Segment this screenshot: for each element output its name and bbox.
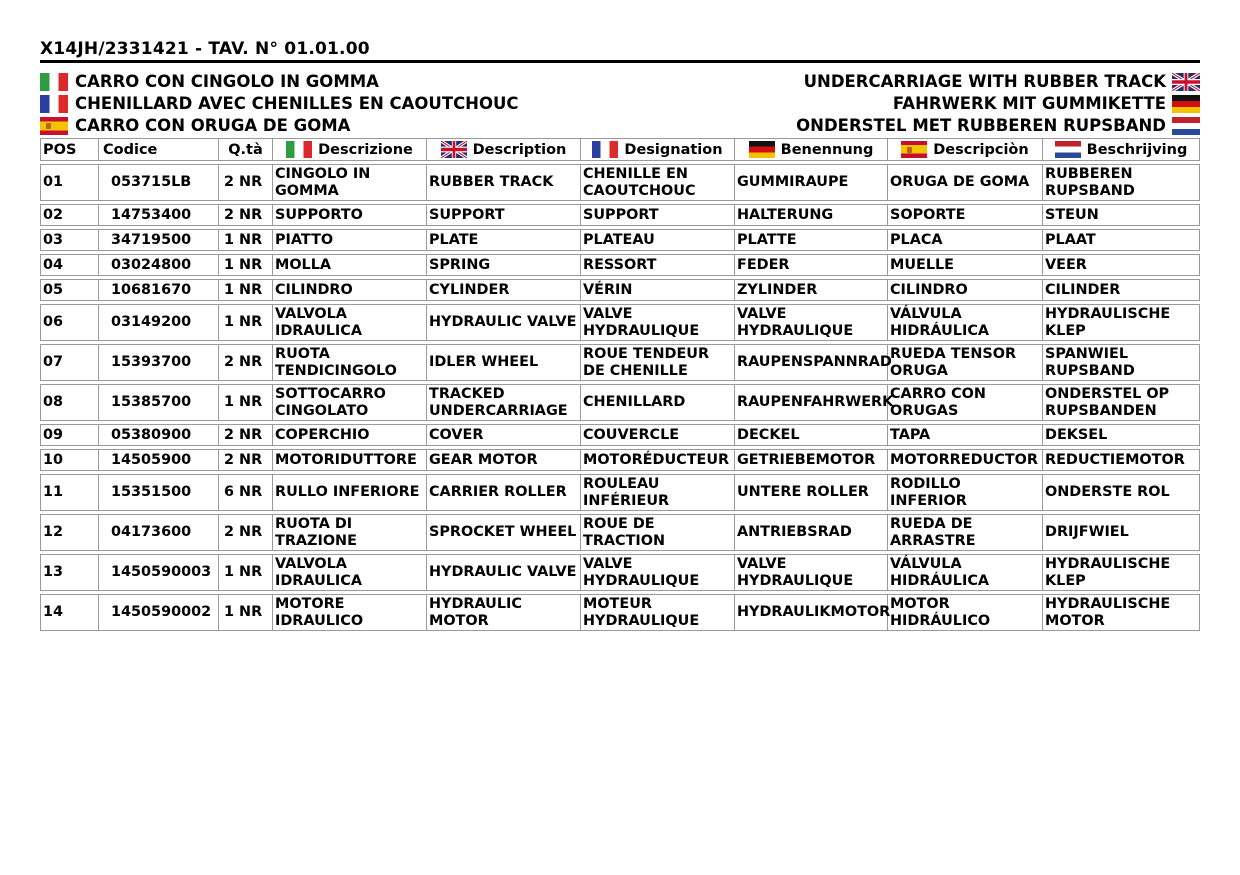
cell-code: 14505900 xyxy=(99,450,219,471)
cell-nl: RUBBEREN RUPSBAND xyxy=(1043,165,1200,201)
cell-qty: 1 NR xyxy=(219,595,273,631)
cell-es: CILINDRO xyxy=(888,280,1043,301)
cell-qty: 2 NR xyxy=(219,205,273,226)
cell-fr: VALVE HYDRAULIQUE xyxy=(581,555,735,591)
cell-nl: DRIJFWIEL xyxy=(1043,515,1200,551)
cell-nl: HYDRAULISCHE KLEP xyxy=(1043,555,1200,591)
col-header-es: Descripciòn xyxy=(888,139,1043,161)
cell-pos: 10 xyxy=(41,450,99,471)
cell-fr: CHENILLE EN CAOUTCHOUC xyxy=(581,165,735,201)
cell-en: SUPPORT xyxy=(427,205,581,226)
cell-de: FEDER xyxy=(735,255,888,276)
col-header-qty: Q.tà xyxy=(219,139,273,161)
cell-nl: STEUN xyxy=(1043,205,1200,226)
cell-fr: VÉRIN xyxy=(581,280,735,301)
cell-qty: 2 NR xyxy=(219,345,273,381)
parts-table xyxy=(40,138,1200,631)
cell-es: MOTORREDUCTOR xyxy=(888,450,1043,471)
table-row xyxy=(41,425,1200,446)
cell-it: PIATTO xyxy=(273,230,427,251)
header-french xyxy=(40,93,519,114)
cell-qty: 1 NR xyxy=(219,230,273,251)
col-header-nl: Beschrijving xyxy=(1043,139,1200,161)
cell-nl: SPANWIEL RUPSBAND xyxy=(1043,345,1200,381)
header-spanish xyxy=(40,115,350,136)
cell-pos: 08 xyxy=(41,385,99,421)
cell-en: RUBBER TRACK xyxy=(427,165,581,201)
cell-qty: 2 NR xyxy=(219,515,273,551)
cell-en: GEAR MOTOR xyxy=(427,450,581,471)
table-row xyxy=(41,385,1200,421)
spain-flag-icon xyxy=(40,117,68,135)
cell-pos: 03 xyxy=(41,230,99,251)
italy-flag-icon xyxy=(286,141,312,158)
cell-it: COPERCHIO xyxy=(273,425,427,446)
france-flag-icon xyxy=(40,95,68,113)
col-header-de: Benennung xyxy=(735,139,888,161)
col-header-it: Descrizione xyxy=(273,139,427,161)
uk-flag-icon xyxy=(441,141,467,158)
table-row xyxy=(41,205,1200,226)
header-german-text: FAHRWERK MIT GUMMIKETTE xyxy=(892,94,1166,113)
cell-it: VALVOLA IDRAULICA xyxy=(273,555,427,591)
cell-fr: PLATEAU xyxy=(581,230,735,251)
cell-en: COVER xyxy=(427,425,581,446)
cell-en: IDLER WHEEL xyxy=(427,345,581,381)
header-french-text: CHENILLARD AVEC CHENILLES EN CAOUTCHOUC xyxy=(75,94,519,113)
cell-en: HYDRAULIC MOTOR xyxy=(427,595,581,631)
cell-fr: COUVERCLE xyxy=(581,425,735,446)
cell-pos: 05 xyxy=(41,280,99,301)
cell-pos: 07 xyxy=(41,345,99,381)
cell-qty: 1 NR xyxy=(219,255,273,276)
cell-fr: MOTORÉDUCTEUR xyxy=(581,450,735,471)
cell-de: VALVE HYDRAULIQUE xyxy=(735,555,888,591)
cell-pos: 04 xyxy=(41,255,99,276)
cell-en: CARRIER ROLLER xyxy=(427,475,581,511)
cell-qty: 1 NR xyxy=(219,385,273,421)
header-italian xyxy=(40,71,379,92)
col-header-code: Codice xyxy=(99,139,219,161)
cell-it: SUPPORTO xyxy=(273,205,427,226)
cell-de: PLATTE xyxy=(735,230,888,251)
cell-de: DECKEL xyxy=(735,425,888,446)
cell-nl: REDUCTIEMOTOR xyxy=(1043,450,1200,471)
cell-fr: ROUE DE TRACTION xyxy=(581,515,735,551)
table-row xyxy=(41,305,1200,341)
header-spanish-text: CARRO CON ORUGA DE GOMA xyxy=(75,116,351,135)
cell-de: RAUPENSPANNRAD xyxy=(735,345,888,381)
france-flag-icon xyxy=(592,141,618,158)
cell-it: MOTORIDUTTORE xyxy=(273,450,427,471)
cell-pos: 12 xyxy=(41,515,99,551)
header-english xyxy=(804,71,1200,92)
cell-code: 15351500 xyxy=(99,475,219,511)
cell-en: SPRING xyxy=(427,255,581,276)
cell-es: RUEDA TENSOR ORUGA xyxy=(888,345,1043,381)
netherlands-flag-icon xyxy=(1055,141,1081,158)
cell-en: HYDRAULIC VALVE xyxy=(427,305,581,341)
cell-code: 03024800 xyxy=(99,255,219,276)
table-row xyxy=(41,255,1200,276)
cell-es: PLACA xyxy=(888,230,1043,251)
header-english-text: UNDERCARRIAGE WITH RUBBER TRACK xyxy=(803,72,1166,91)
cell-pos: 02 xyxy=(41,205,99,226)
germany-flag-icon xyxy=(1172,95,1200,113)
header-german xyxy=(893,93,1200,114)
cell-de: HALTERUNG xyxy=(735,205,888,226)
cell-es: VÁLVULA HIDRÁULICA xyxy=(888,555,1043,591)
table-row xyxy=(41,555,1200,591)
cell-en: TRACKED UNDERCARRIAGE xyxy=(427,385,581,421)
cell-pos: 09 xyxy=(41,425,99,446)
cell-code: 1450590003 xyxy=(99,555,219,591)
netherlands-flag-icon xyxy=(1172,117,1200,135)
cell-es: ORUGA DE GOMA xyxy=(888,165,1043,201)
col-header-en: Description xyxy=(427,139,581,161)
uk-flag-icon xyxy=(1172,73,1200,91)
cell-qty: 2 NR xyxy=(219,165,273,201)
cell-qty: 1 NR xyxy=(219,305,273,341)
cell-code: 05380900 xyxy=(99,425,219,446)
header-dutch-text: ONDERSTEL MET RUBBEREN RUPSBAND xyxy=(796,116,1166,135)
table-row xyxy=(41,515,1200,551)
cell-nl: ONDERSTE ROL xyxy=(1043,475,1200,511)
cell-de: RAUPENFAHRWERK xyxy=(735,385,888,421)
cell-fr: MOTEUR HYDRAULIQUE xyxy=(581,595,735,631)
cell-qty: 2 NR xyxy=(219,425,273,446)
table-row xyxy=(41,165,1200,201)
cell-it: CINGOLO IN GOMMA xyxy=(273,165,427,201)
cell-de: ANTRIEBSRAD xyxy=(735,515,888,551)
cell-es: CARRO CON ORUGAS xyxy=(888,385,1043,421)
cell-it: RUOTA TENDICINGOLO xyxy=(273,345,427,381)
table-row xyxy=(41,345,1200,381)
table-header-row xyxy=(41,139,1200,161)
cell-fr: VALVE HYDRAULIQUE xyxy=(581,305,735,341)
cell-en: SPROCKET WHEEL xyxy=(427,515,581,551)
cell-nl: VEER xyxy=(1043,255,1200,276)
cell-en: HYDRAULIC VALVE xyxy=(427,555,581,591)
col-header-fr: Designation xyxy=(581,139,735,161)
cell-it: MOLLA xyxy=(273,255,427,276)
table-row xyxy=(41,595,1200,631)
col-header-pos: POS xyxy=(41,139,99,161)
cell-nl: CILINDER xyxy=(1043,280,1200,301)
document xyxy=(40,38,1200,137)
parts-table-body xyxy=(41,161,1200,631)
cell-pos: 13 xyxy=(41,555,99,591)
cell-fr: ROULEAU INFÉRIEUR xyxy=(581,475,735,511)
cell-de: GETRIEBEMOTOR xyxy=(735,450,888,471)
cell-es: MUELLE xyxy=(888,255,1043,276)
cell-pos: 14 xyxy=(41,595,99,631)
cell-qty: 6 NR xyxy=(219,475,273,511)
cell-es: RODILLO INFERIOR xyxy=(888,475,1043,511)
cell-en: CYLINDER xyxy=(427,280,581,301)
cell-fr: CHENILLARD xyxy=(581,385,735,421)
cell-it: SOTTOCARRO CINGOLATO xyxy=(273,385,427,421)
cell-es: VÁLVULA HIDRÁULICA xyxy=(888,305,1043,341)
cell-code: 34719500 xyxy=(99,230,219,251)
table-row xyxy=(41,230,1200,251)
cell-nl: DEKSEL xyxy=(1043,425,1200,446)
cell-it: CILINDRO xyxy=(273,280,427,301)
cell-fr: ROUE TENDEUR DE CHENILLE xyxy=(581,345,735,381)
table-row xyxy=(41,450,1200,471)
cell-nl: HYDRAULISCHE KLEP xyxy=(1043,305,1200,341)
cell-es: RUEDA DE ARRASTRE xyxy=(888,515,1043,551)
cell-code: 03149200 xyxy=(99,305,219,341)
cell-code: 053715LB xyxy=(99,165,219,201)
cell-fr: RESSORT xyxy=(581,255,735,276)
cell-en: PLATE xyxy=(427,230,581,251)
cell-it: MOTORE IDRAULICO xyxy=(273,595,427,631)
cell-code: 14753400 xyxy=(99,205,219,226)
table-row xyxy=(41,280,1200,301)
table-row xyxy=(41,475,1200,511)
cell-nl: PLAAT xyxy=(1043,230,1200,251)
cell-es: MOTOR HIDRÁULICO xyxy=(888,595,1043,631)
cell-it: RULLO INFERIORE xyxy=(273,475,427,511)
cell-de: ZYLINDER xyxy=(735,280,888,301)
cell-pos: 11 xyxy=(41,475,99,511)
cell-nl: HYDRAULISCHE MOTOR xyxy=(1043,595,1200,631)
cell-code: 1450590002 xyxy=(99,595,219,631)
italy-flag-icon xyxy=(40,73,68,91)
cell-de: VALVE HYDRAULIQUE xyxy=(735,305,888,341)
cell-code: 04173600 xyxy=(99,515,219,551)
cell-it: VALVOLA IDRAULICA xyxy=(273,305,427,341)
cell-qty: 2 NR xyxy=(219,450,273,471)
header-italian-text: CARRO CON CINGOLO IN GOMMA xyxy=(75,72,379,91)
cell-de: UNTERE ROLLER xyxy=(735,475,888,511)
cell-de: GUMMIRAUPE xyxy=(735,165,888,201)
language-headers xyxy=(40,63,1200,137)
cell-qty: 1 NR xyxy=(219,555,273,591)
cell-de: HYDRAULIKMOTOR xyxy=(735,595,888,631)
cell-es: TAPA xyxy=(888,425,1043,446)
cell-code: 15385700 xyxy=(99,385,219,421)
cell-code: 10681670 xyxy=(99,280,219,301)
germany-flag-icon xyxy=(749,141,775,158)
header-dutch xyxy=(796,115,1200,136)
spain-flag-icon xyxy=(901,141,927,158)
cell-it: RUOTA DI TRAZIONE xyxy=(273,515,427,551)
cell-qty: 1 NR xyxy=(219,280,273,301)
document-title: X14JH/2331421 - TAV. N° 01.01.00 xyxy=(40,39,370,59)
cell-fr: SUPPORT xyxy=(581,205,735,226)
cell-es: SOPORTE xyxy=(888,205,1043,226)
cell-code: 15393700 xyxy=(99,345,219,381)
cell-pos: 01 xyxy=(41,165,99,201)
cell-pos: 06 xyxy=(41,305,99,341)
cell-nl: ONDERSTEL OP RUPSBANDEN xyxy=(1043,385,1200,421)
